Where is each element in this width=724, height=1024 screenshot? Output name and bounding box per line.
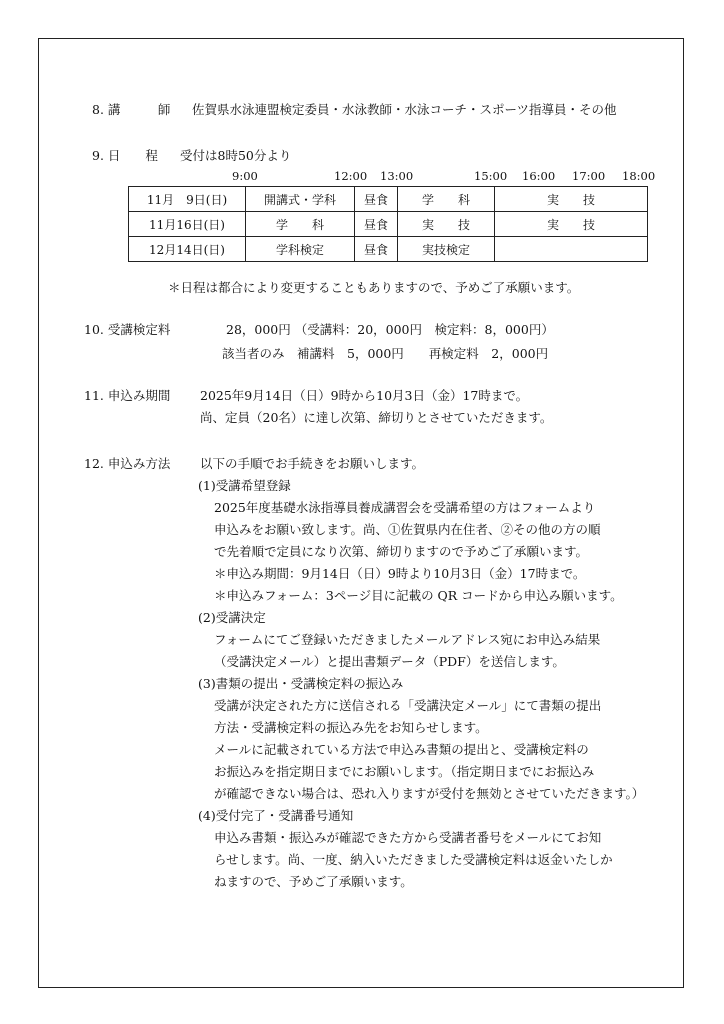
schedule-lunch: 昼食 <box>355 212 398 237</box>
schedule-afternoon-1: 実技検定 <box>398 237 495 262</box>
section-11-heading: 11. 申込み期間 <box>84 388 171 403</box>
step-2-line: （受講決定メール）と提出書類データ（PDF）を送信します。 <box>214 654 565 669</box>
period-line-1: 2025年9月14日（日）9時から10月3日（金）17時まで。 <box>200 388 529 403</box>
step-2-heading: (2)受講決定 <box>198 610 266 625</box>
table-row <box>129 187 648 212</box>
step-1-line: 2025年度基礎水泳指導員養成講習会を受講希望の方はフォームより <box>214 500 596 515</box>
fee-line-1: 28，000円 （受講料：20，000円 検定料：8，000円） <box>226 322 554 337</box>
section-9-heading: 9. 日 程 <box>92 148 158 163</box>
step-1-line: 申込みをお願い致します。尚、①佐賀県内在住者、②その他の方の順 <box>214 522 601 537</box>
schedule-date: 12月14日(日) <box>129 237 246 262</box>
time-label: 15:00 <box>474 169 508 183</box>
table-row <box>129 237 648 262</box>
schedule-date: 11月 9日(日) <box>129 187 246 212</box>
schedule-footnote: ＊日程は都合により変更することもありますので、予めご了承願います。 <box>168 280 580 295</box>
schedule-afternoon-2: 実 技 <box>495 187 648 212</box>
time-label: 16:00 <box>522 169 556 183</box>
time-label: 17:00 <box>572 169 606 183</box>
section-8-text: 佐賀県水泳連盟検定委員・水泳教師・水泳コーチ・スポーツ指導員・その他 <box>192 102 617 117</box>
step-4-line: 申込み書類・振込みが確認できた方から受講者番号をメールにてお知 <box>214 830 602 845</box>
fee-line-2: 該当者のみ 補講料 5，000円 再検定料 2，000円 <box>222 346 549 361</box>
schedule-morning: 学 科 <box>246 212 355 237</box>
step-3-line: 方法・受講検定料の振込み先をお知らせします。 <box>214 720 488 735</box>
step-1-heading: (1)受講希望登録 <box>198 478 291 493</box>
section-10-heading: 10. 受講検定料 <box>84 322 171 337</box>
step-4-line: らせします。尚、一度、納入いただきました受講検定料は返金いたしか <box>214 852 613 867</box>
period-line-2: 尚、定員（20名）に達し次第、締切りとさせていただきます。 <box>200 410 553 425</box>
schedule-table <box>128 186 648 262</box>
schedule-afternoon-1: 学 科 <box>398 187 495 212</box>
step-4-heading: (4)受付完了・受講番号通知 <box>198 808 354 823</box>
step-3-line: が確認できない場合は、恐れ入りますが受付を無効とさせていただきます。） <box>214 786 645 801</box>
time-label: 9:00 <box>232 169 258 183</box>
schedule-afternoon-2 <box>495 237 648 262</box>
schedule-morning: 開講式・学科 <box>246 187 355 212</box>
step-3-line: 受講が決定された方に送信される「受講決定メール」にて書類の提出 <box>214 698 602 713</box>
step-2-line: フォームにてご登録いただきましたメールアドレス宛にお申込み結果 <box>214 632 601 647</box>
step-1-line: ＊申込み期間：9月14日（日）9時より10月3日（金）17時まで。 <box>214 566 586 581</box>
time-label: 13:00 <box>380 169 414 183</box>
schedule-afternoon-2: 実 技 <box>495 212 648 237</box>
schedule-lunch: 昼食 <box>355 187 398 212</box>
schedule-lunch: 昼食 <box>355 237 398 262</box>
time-label: 12:00 <box>334 169 368 183</box>
schedule-morning: 学科検定 <box>246 237 355 262</box>
section-8-heading: 8. 講 師 <box>92 102 171 117</box>
step-3-heading: (3)書類の提出・受講検定料の振込み <box>198 676 404 691</box>
method-intro: 以下の手順でお手続きをお願いします。 <box>200 456 425 471</box>
step-1-line: で先着順で定員になり次第、締切りますので予めご了承願います。 <box>214 544 589 559</box>
schedule-afternoon-1: 実 技 <box>398 212 495 237</box>
step-4-line: ねますので、予めご了承願います。 <box>214 874 413 889</box>
section-12-heading: 12. 申込み方法 <box>84 456 171 471</box>
reception-note: 受付は8時50分より <box>180 148 292 163</box>
table-row <box>129 212 648 237</box>
schedule-date: 11月16日(日) <box>129 212 246 237</box>
step-1-line: ＊申込みフォーム：3ページ目に記載の QR コードから申込み願います。 <box>214 588 623 603</box>
step-3-line: お振込みを指定期日までにお願いします。（指定期日までにお振込み <box>214 764 595 779</box>
time-label: 18:00 <box>622 169 656 183</box>
step-3-line: メールに記載されている方法で申込み書類の提出と、受講検定料の <box>214 742 589 757</box>
